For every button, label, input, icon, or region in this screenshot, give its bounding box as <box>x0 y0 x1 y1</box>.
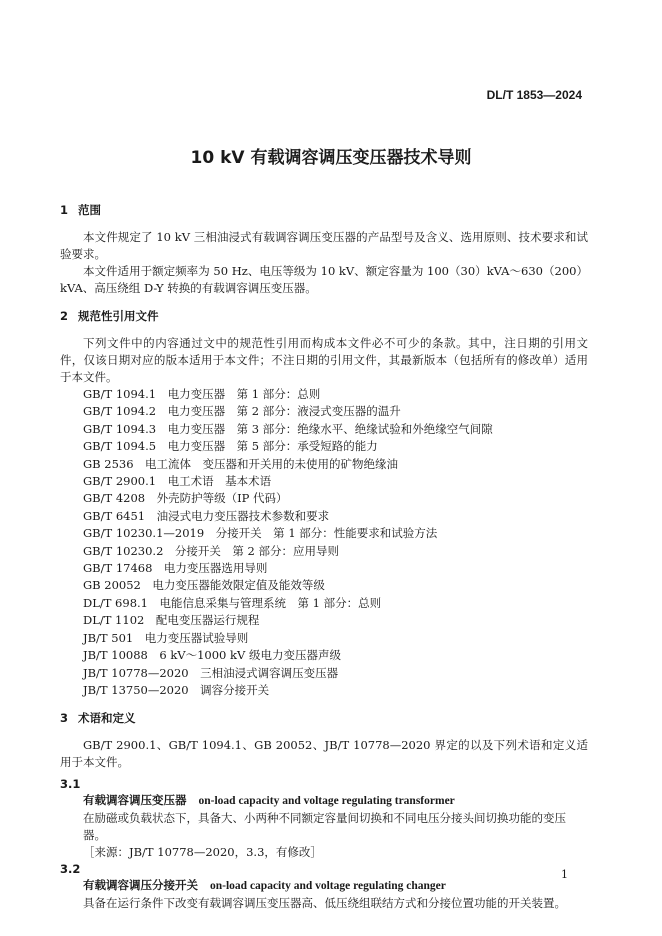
reference-item: GB/T 2900.1 电工术语 基本术语 <box>83 474 272 489</box>
reference-item: GB/T 4208 外壳防护等级（IP 代码） <box>83 491 288 506</box>
term-definition: 在励磁或负载状态下，具备大、小两种不同额定容量间切换和不同电压分接头间切换功能的变压器。 <box>83 811 566 843</box>
term-source: ［来源：JB/T 10778—2020，3.3，有修改］ <box>83 845 322 860</box>
reference-list <box>60 386 588 699</box>
reference-item: DL/T 698.1 电能信息采集与管理系统 第 1 部分：总则 <box>83 595 382 610</box>
term-number: 3.2 <box>60 862 81 877</box>
reference-item: GB/T 1094.1 电力变压器 第 1 部分：总则 <box>83 387 321 401</box>
term-number: 3.1 <box>60 777 81 792</box>
section-2-intro: 下列文件中的内容通过文中的规范性引用而构成本文件必不可少的条款。其中，注日期的引用文件，仅该日期对应的版本适用于本文件；不注日期的引用文件，其最新版本（包括所有的修改单）适用于本文件。 <box>60 336 588 384</box>
term-name-zh: 有载调容调压变压器 <box>83 793 187 808</box>
section-1-paragraph-2: 本文件适用于额定频率为 50 Hz、电压等级为 10 kV、额定容量为 100（30）kVA～630（200）kVA、高压绕组 D-Y 转换的有载调容调压变压器。 <box>60 264 588 295</box>
section-1-paragraph-1: 本文件规定了 10 kV 三相油浸式有载调容调压变压器的产品型号及含义、选用原则、技术要求和试验要求。 <box>60 230 588 261</box>
page-number: 1 <box>561 868 568 881</box>
reference-item: JB/T 501 电力变压器试验导则 <box>83 630 249 645</box>
section-3-heading <box>60 710 588 726</box>
reference-item: GB/T 1094.2 电力变压器 第 2 部分：液浸式变压器的温升 <box>83 404 401 419</box>
reference-item: GB/T 1094.3 电力变压器 第 3 部分：绝缘水平、绝缘试验和外绝缘空气间隙 <box>83 421 493 436</box>
reference-item: GB/T 10230.2 分接开关 第 2 部分：应用导则 <box>83 543 340 558</box>
term-name-zh: 有载调容调压分接开关 <box>83 878 198 893</box>
section-3-intro: GB/T 2900.1、GB/T 1094.1、GB 20052、JB/T 10778—2020 界定的以及下列术语和定义适用于本文件。 <box>60 738 588 770</box>
document-title: 10 kV 有载调容调压变压器技术导则 <box>190 148 472 168</box>
section-2-heading <box>60 308 588 324</box>
reference-item: JB/T 13750—2020 调容分接开关 <box>83 682 270 697</box>
section-1-number: 1 <box>60 203 69 217</box>
section-1-heading <box>60 202 588 218</box>
reference-item: DL/T 1102 配电变压器运行规程 <box>83 613 260 628</box>
term-name-en: on-load capacity and voltage regulating transformer <box>198 795 455 808</box>
reference-item: GB/T 10230.1—2019 分接开关 第 1 部分：性能要求和试验方法 <box>83 526 438 541</box>
term-heading <box>60 877 588 895</box>
term-name-en: on-load capacity and voltage regulating changer <box>210 880 446 893</box>
document-body <box>60 202 588 912</box>
reference-item: JB/T 10088 6 kV～1000 kV 级电力变压器声级 <box>83 648 341 663</box>
reference-item: GB/T 1094.5 电力变压器 第 5 部分：承受短路的能力 <box>83 439 378 454</box>
term-heading <box>60 792 588 810</box>
section-2-title: 规范性引用文件 <box>78 309 159 323</box>
term-definition: 具备在运行条件下改变有载调容调压变压器高、低压绕组联结方式和分接位置功能的开关装置。 <box>83 896 566 911</box>
section-1-title: 范围 <box>78 203 101 217</box>
standard-code: DL/T 1853—2024 <box>486 88 582 102</box>
section-3-title: 术语和定义 <box>78 711 136 726</box>
reference-item: JB/T 10778—2020 三相油浸式调容调压变压器 <box>83 665 339 680</box>
section-3-number: 3 <box>60 711 69 726</box>
reference-item: GB/T 17468 电力变压器选用导则 <box>83 561 268 576</box>
reference-item: GB/T 6451 油浸式电力变压器技术参数和要求 <box>83 508 330 523</box>
section-2-number: 2 <box>60 309 69 323</box>
reference-item: GB 2536 电工流体 变压器和开关用的未使用的矿物绝缘油 <box>83 456 399 471</box>
reference-item: GB 20052 电力变压器能效限定值及能效等级 <box>83 578 325 593</box>
